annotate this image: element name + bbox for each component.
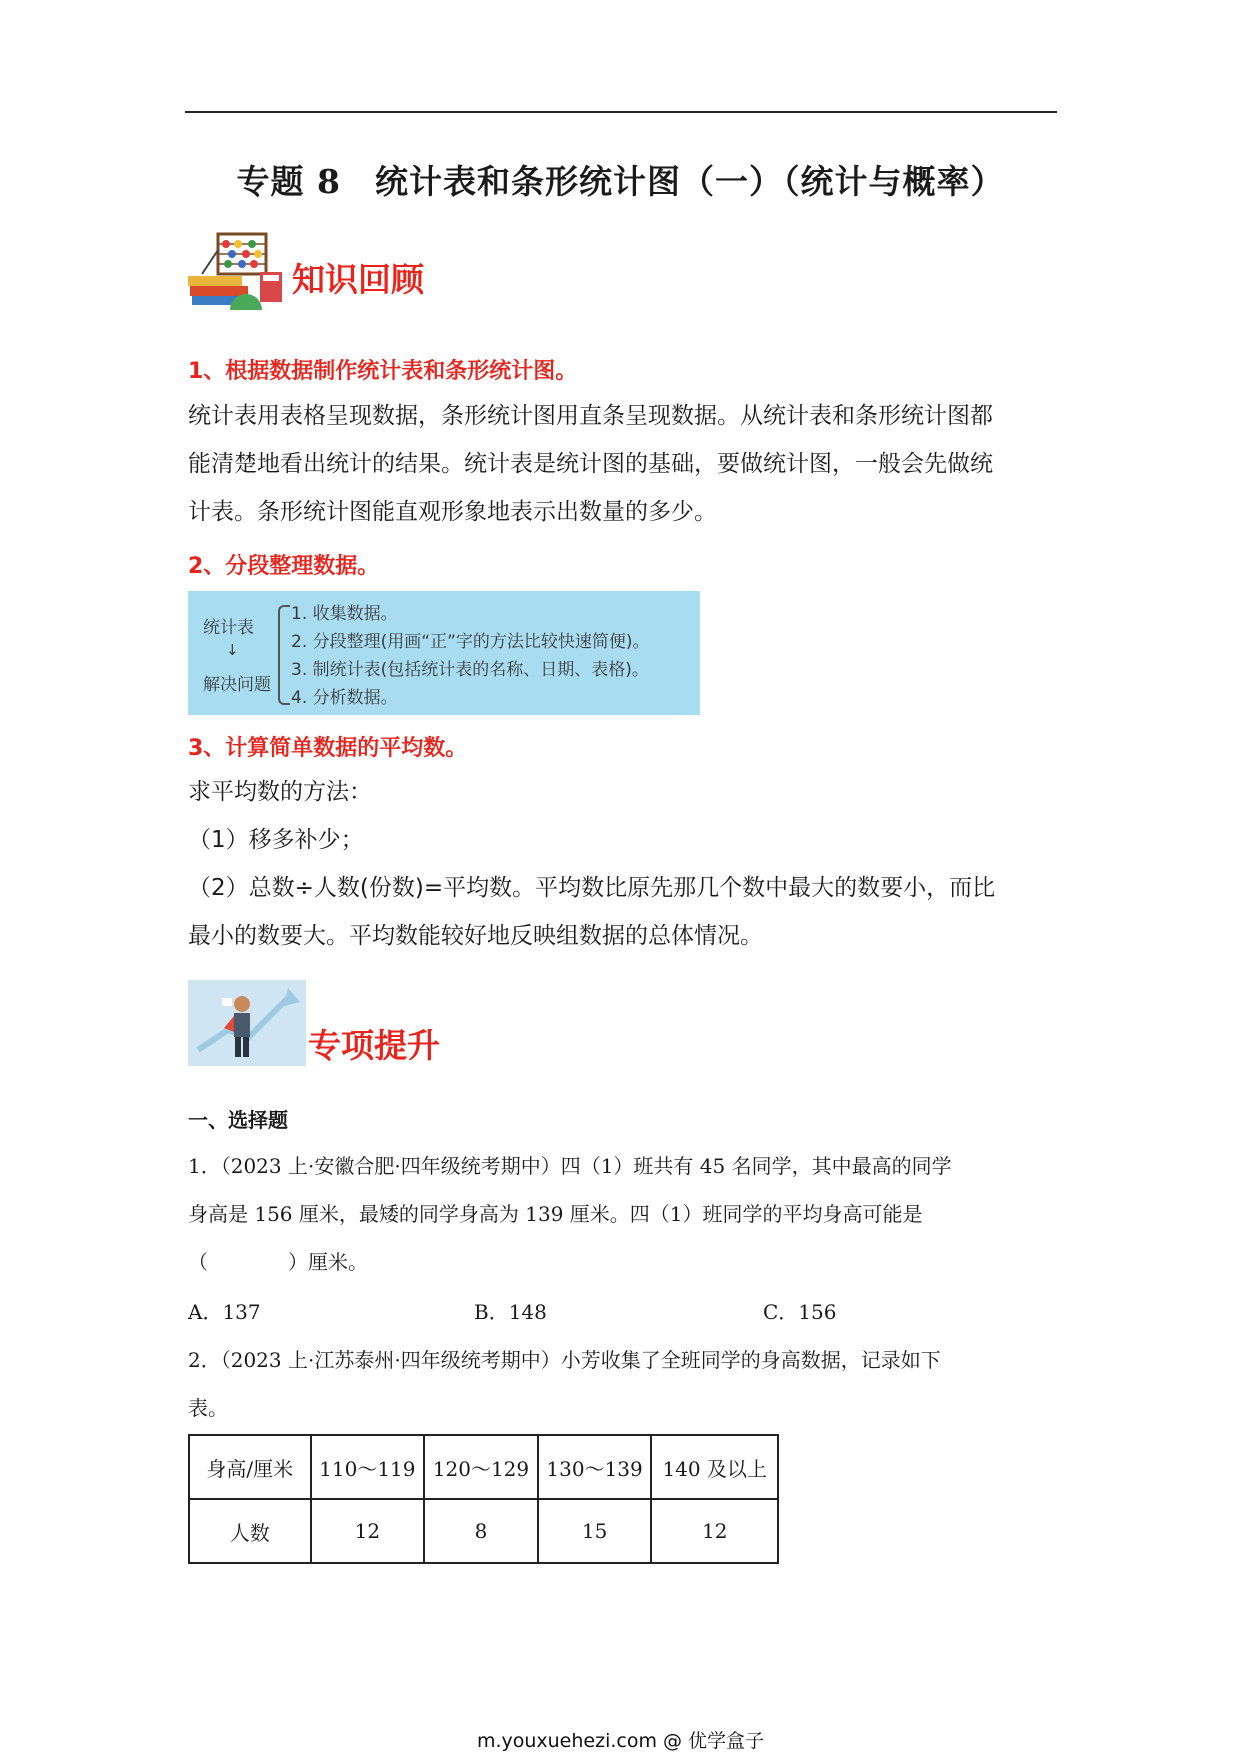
text-line: 求平均数的方法：: [188, 779, 372, 805]
table-cell: 140 及以上: [651, 1435, 778, 1499]
review-heading: 知识回顾: [292, 260, 424, 299]
table-cell: 130～139: [538, 1435, 652, 1499]
brace-icon: [278, 605, 290, 705]
footer-watermark: m.youxuehezi.com @ 优学盒子: [476, 1730, 765, 1752]
table-row: [189, 1435, 778, 1499]
diagram-step: 4. 分析数据。: [291, 688, 398, 708]
point1-text: [188, 392, 993, 536]
table-cell: 身高/厘米: [189, 1435, 311, 1499]
text-line: 身高是 156 厘米，最矮的同学身高为 139 厘米。四（1）班同学的平均身高可能是: [188, 1202, 923, 1226]
table-cell: 12: [311, 1499, 425, 1563]
table-cell: 8: [424, 1499, 538, 1563]
text-line: （1）移多补少；: [188, 827, 364, 853]
diagram-top-label: 统计表: [203, 618, 254, 638]
question-1: [188, 1142, 952, 1286]
text-line: 最小的数要大。平均数能较好地反映组数据的总体情况。: [188, 923, 763, 949]
abacus-books-icon: [188, 228, 284, 314]
text-line: 统计表用表格呈现数据，条形统计图用直条呈现数据。从统计表和条形统计图都: [188, 403, 993, 429]
top-rule: [185, 111, 1057, 113]
table-cell: 110～119: [311, 1435, 425, 1499]
process-diagram: [188, 591, 700, 715]
diagram-step: 3. 制统计表(包括统计表的名称、日期、表格)。: [291, 660, 649, 680]
text-line: （2）总数÷人数(份数)=平均数。平均数比原先那几个数中最大的数要小，而比: [188, 875, 996, 901]
height-table: [188, 1434, 779, 1564]
table-cell: 120～129: [424, 1435, 538, 1499]
option-b: B．148: [474, 1300, 547, 1324]
point3-text: [188, 768, 995, 960]
page-title: 专题 8 统计表和条形统计图（一）（统计与概率）: [236, 162, 1005, 201]
table-row: [189, 1499, 778, 1563]
table-cell: 15: [538, 1499, 652, 1563]
table-cell: 12: [651, 1499, 778, 1563]
point3-title: 3、计算简单数据的平均数。: [188, 736, 468, 761]
option-c: C．156: [763, 1300, 837, 1324]
option-a: A．137: [188, 1300, 261, 1324]
practice-heading: 专项提升: [308, 1026, 440, 1065]
section-heading: 一、选择题: [188, 1108, 288, 1132]
rising-chart-person-icon: [188, 980, 306, 1066]
diagram-step: 2. 分段整理(用画“正”字的方法比较快速简便)。: [291, 632, 650, 652]
text-line: （ ）厘米。: [188, 1250, 368, 1274]
diagram-bottom-label: 解决问题: [203, 675, 271, 695]
down-arrow-icon: ↓: [226, 641, 239, 659]
text-line: 2．（2023 上·江苏泰州·四年级统考期中）小芳收集了全班同学的身高数据，记录如下: [188, 1348, 941, 1372]
diagram-step: 1. 收集数据。: [291, 604, 398, 624]
text-line: 计表。条形统计图能直观形象地表示出数量的多少。: [188, 499, 717, 525]
text-line: 能清楚地看出统计的结果。统计表是统计图的基础，要做统计图，一般会先做统: [188, 451, 993, 477]
point1-title: 1、根据数据制作统计表和条形统计图。: [188, 359, 578, 384]
question-2: [188, 1336, 941, 1432]
text-line: 1．（2023 上·安徽合肥·四年级统考期中）四（1）班共有 45 名同学，其中最高的同学: [188, 1154, 952, 1178]
text-line: 表。: [188, 1396, 228, 1420]
table-cell: 人数: [189, 1499, 311, 1563]
point2-title: 2、分段整理数据。: [188, 554, 380, 579]
